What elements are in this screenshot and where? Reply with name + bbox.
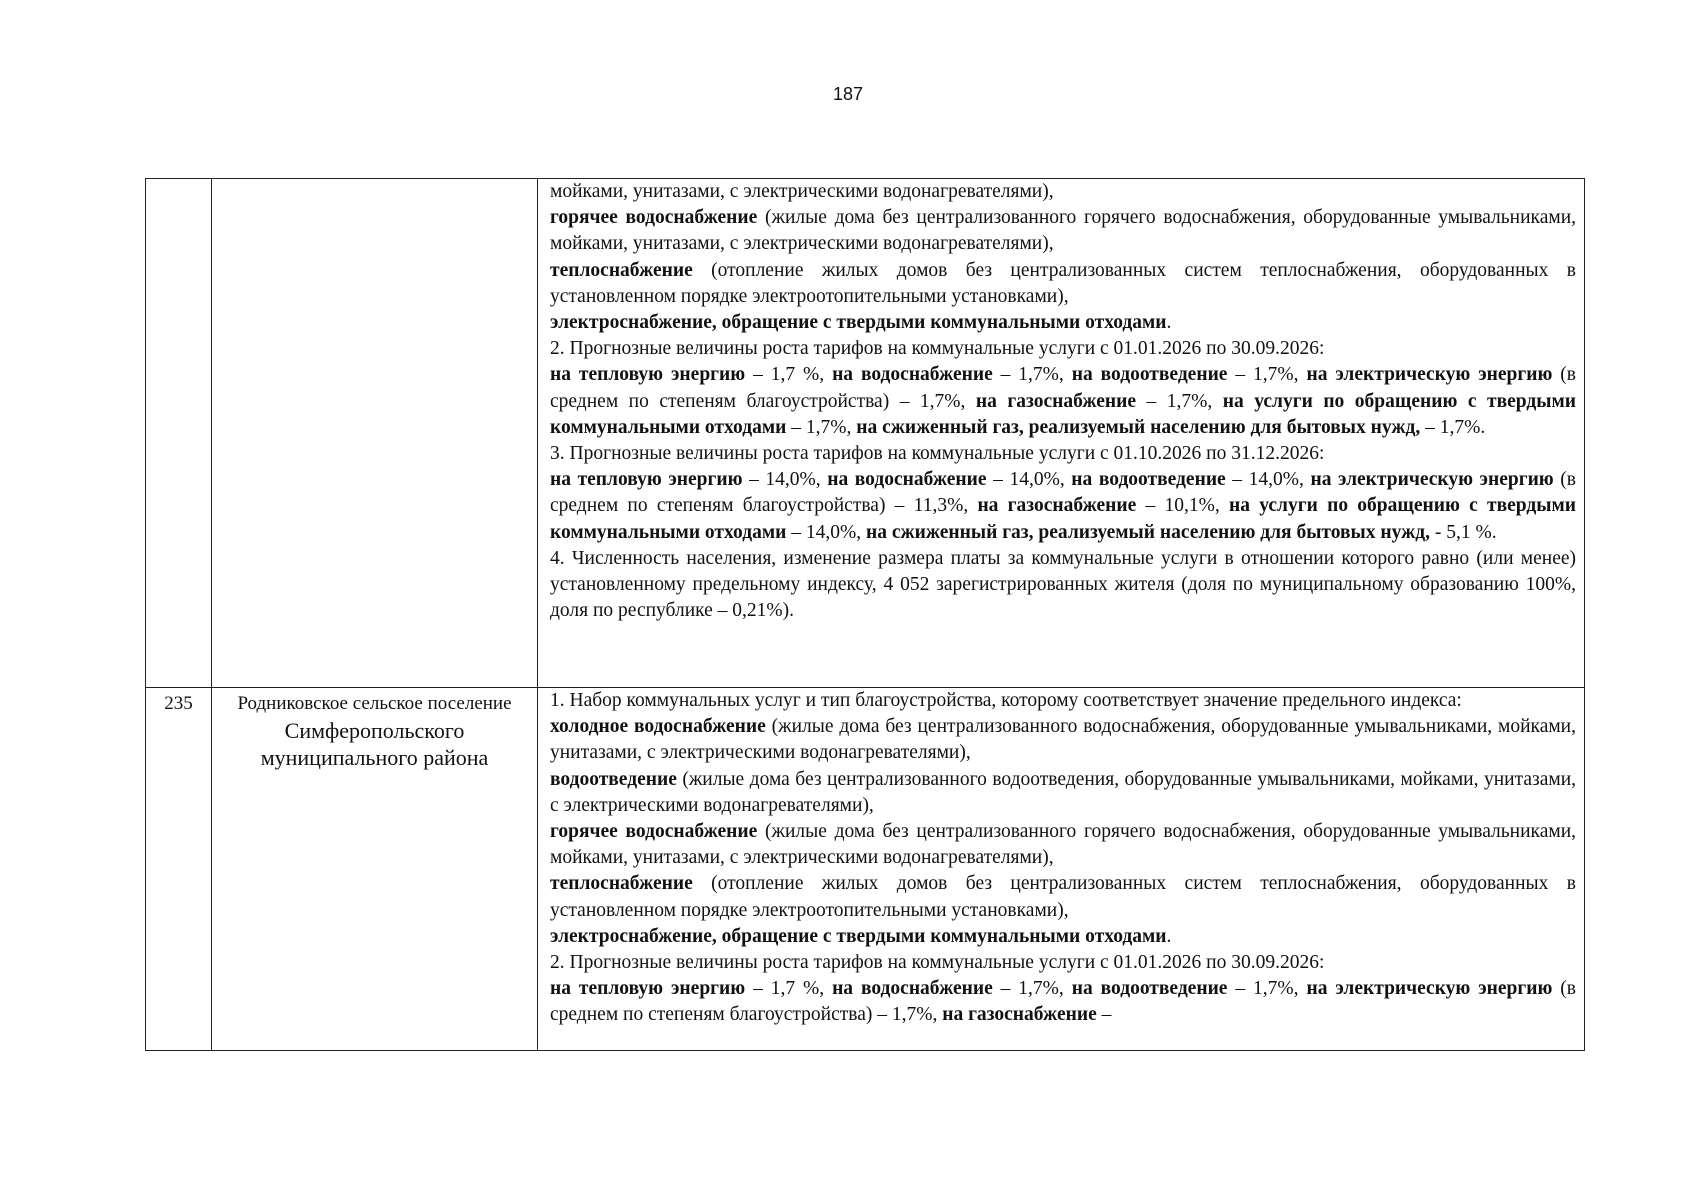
municipality-name-district: Симферопольского муниципального района bbox=[260, 718, 489, 770]
bold-text: на электрическую энергию bbox=[1306, 978, 1553, 1000]
paragraph bbox=[550, 924, 1576, 950]
bold-text: теплоснабжение bbox=[550, 259, 693, 281]
text-run: мойками, унитазами, с электрическими водонагревателями), bbox=[550, 181, 1054, 202]
text-run: – 10,1%, bbox=[1136, 495, 1230, 517]
bold-text: холодное водоснабжение bbox=[550, 716, 766, 738]
paragraph bbox=[550, 767, 1576, 819]
tariff-description bbox=[538, 688, 1585, 1051]
text-run: – 1,7%, bbox=[1136, 390, 1223, 412]
row-number bbox=[146, 179, 212, 688]
bold-text: на услуги по обращению с твердыми коммунальными отходами bbox=[550, 390, 1576, 438]
text-run: – 14,0%, bbox=[986, 469, 1072, 491]
paragraph bbox=[550, 546, 1576, 625]
text-run: – 1,7%, bbox=[992, 978, 1072, 1000]
text-run: – 14,0%, bbox=[786, 521, 866, 543]
bold-text: на водоотведение bbox=[1071, 469, 1226, 491]
text-run: – bbox=[1096, 1004, 1112, 1026]
paragraph bbox=[550, 205, 1576, 257]
bold-text: водоотведение bbox=[550, 768, 677, 790]
paragraph bbox=[550, 688, 1576, 714]
paragraph bbox=[550, 950, 1576, 976]
paragraph bbox=[550, 258, 1576, 310]
municipality-name-main: Родниковское сельское поселение bbox=[237, 693, 512, 714]
paragraph bbox=[550, 714, 1576, 766]
paragraph bbox=[550, 441, 1576, 467]
row-number: 235 bbox=[146, 688, 212, 1051]
text-run: 2. Прогнозные величины роста тарифов на коммунальные услуги с 01.01.2026 по 30.09.2026: bbox=[550, 952, 1325, 974]
bold-text: горячее водоснабжение bbox=[550, 821, 758, 843]
text-run: - 5,1 %. bbox=[1430, 521, 1497, 543]
paragraph bbox=[550, 976, 1576, 1028]
paragraph bbox=[550, 336, 1576, 362]
bold-text: на электрическую энергию bbox=[1306, 364, 1553, 386]
text-run: (жилые дома без централизованного водоснабжения, оборудованные умывальниками, мойками, унитазами, с электрическими водонагревателями), bbox=[550, 716, 1576, 764]
text-run: – 1,7%, bbox=[992, 364, 1072, 386]
text-run: – 1,7%, bbox=[1227, 364, 1307, 386]
paragraph bbox=[550, 362, 1576, 441]
bold-text: горячее водоснабжение bbox=[550, 207, 758, 229]
bold-text: на водоснабжение bbox=[827, 469, 987, 491]
text-run: (в среднем по степеням благоустройства) – 1,7%, bbox=[550, 978, 1576, 1026]
text-run: – 1,7%. bbox=[1420, 416, 1486, 438]
text-run: (жилые дома без централизованного горячего водоснабжения, оборудованные умывальниками, мойками, унитазами, с электрическими водонагревателями), bbox=[550, 207, 1576, 255]
bold-text: электроснабжение, обращение с твердыми коммунальными отходами bbox=[550, 312, 1167, 334]
bold-text: на водоснабжение bbox=[832, 978, 993, 1000]
text-run: (отопление жилых домов без централизованных систем теплоснабжения, оборудованных в установленном порядке электроотопительными установками), bbox=[550, 259, 1576, 307]
bold-text: на газоснабжение bbox=[977, 495, 1137, 517]
text-run: – 1,7 %, bbox=[745, 978, 833, 1000]
text-run: . bbox=[1166, 312, 1172, 334]
municipality-name bbox=[212, 179, 538, 688]
paragraph bbox=[550, 310, 1576, 336]
text-run: 2. Прогнозные величины роста тарифов на коммунальные услуги с 01.01.2026 по 30.09.2026: bbox=[550, 338, 1325, 360]
bold-text: электроснабжение, обращение с твердыми коммунальными отходами bbox=[550, 925, 1167, 947]
bold-text: на газоснабжение bbox=[942, 1004, 1097, 1026]
bold-text: на тепловую энергию bbox=[550, 364, 746, 386]
text-run: – 1,7 %, bbox=[745, 364, 833, 386]
text-run: 3. Прогнозные величины роста тарифов на коммунальные услуги с 01.10.2026 по 31.12.2026: bbox=[550, 443, 1325, 465]
municipality-name bbox=[212, 688, 538, 1051]
paragraph bbox=[550, 871, 1576, 923]
bold-text: на водоснабжение bbox=[832, 364, 993, 386]
text-run: – 1,7%, bbox=[1227, 978, 1307, 1000]
page-number: 187 bbox=[832, 84, 864, 104]
text-run: 4. Численность населения, изменение размера платы за коммунальные услуги в отношении которого равно (или менее) установленному предельному индексу, 4 052 зарегистрированных жителя (доля по муниципальному образованию 100%, доля по республике – 0,21%). bbox=[550, 547, 1576, 622]
bold-text: на услуги по обращению с твердыми коммунальными отходами bbox=[550, 495, 1576, 543]
bold-text: на электрическую энергию bbox=[1310, 469, 1554, 491]
bold-text: на сжиженный газ, реализуемый населению для бытовых нужд, bbox=[856, 416, 1421, 438]
bold-text: на водоотведение bbox=[1071, 978, 1228, 1000]
text-run: – 1,7%, bbox=[786, 416, 857, 438]
bold-text: на водоотведение bbox=[1071, 364, 1228, 386]
bold-text: на тепловую энергию bbox=[550, 469, 743, 491]
text-run: (жилые дома без централизованного водоотведения, оборудованные умывальниками, мойками, унитазами, с электрическими водонагревателями), bbox=[550, 768, 1576, 816]
tariff-table bbox=[145, 178, 1585, 1051]
text-run: . bbox=[1166, 925, 1172, 947]
table-row bbox=[146, 688, 1585, 1051]
table-row bbox=[146, 179, 1585, 688]
bold-text: теплоснабжение bbox=[550, 873, 693, 895]
text-run: 1. Набор коммунальных услуг и тип благоустройства, которому соответствует значение предельного индекса: bbox=[550, 690, 1462, 711]
tariff-description bbox=[538, 179, 1585, 688]
text-run: – 14,0%, bbox=[742, 469, 828, 491]
text-run: (в среднем по степеням благоустройства) – 11,3%, bbox=[550, 469, 1576, 517]
paragraph bbox=[550, 819, 1576, 871]
text-run: (отопление жилых домов без централизованных систем теплоснабжения, оборудованных в установленном порядке электроотопительными установками), bbox=[550, 873, 1576, 921]
paragraph bbox=[550, 179, 1576, 205]
bold-text: на газоснабжение bbox=[975, 390, 1137, 412]
text-run: (в среднем по степеням благоустройства) – 1,7%, bbox=[550, 364, 1576, 412]
text-run: (жилые дома без централизованного горячего водоснабжения, оборудованные умывальниками, мойками, унитазами, с электрическими водонагревателями), bbox=[550, 821, 1576, 869]
bold-text: на сжиженный газ, реализуемый населению для бытовых нужд, bbox=[865, 521, 1430, 543]
paragraph bbox=[550, 467, 1576, 546]
text-run: – 14,0%, bbox=[1225, 469, 1311, 491]
bold-text: на тепловую энергию bbox=[550, 978, 746, 1000]
